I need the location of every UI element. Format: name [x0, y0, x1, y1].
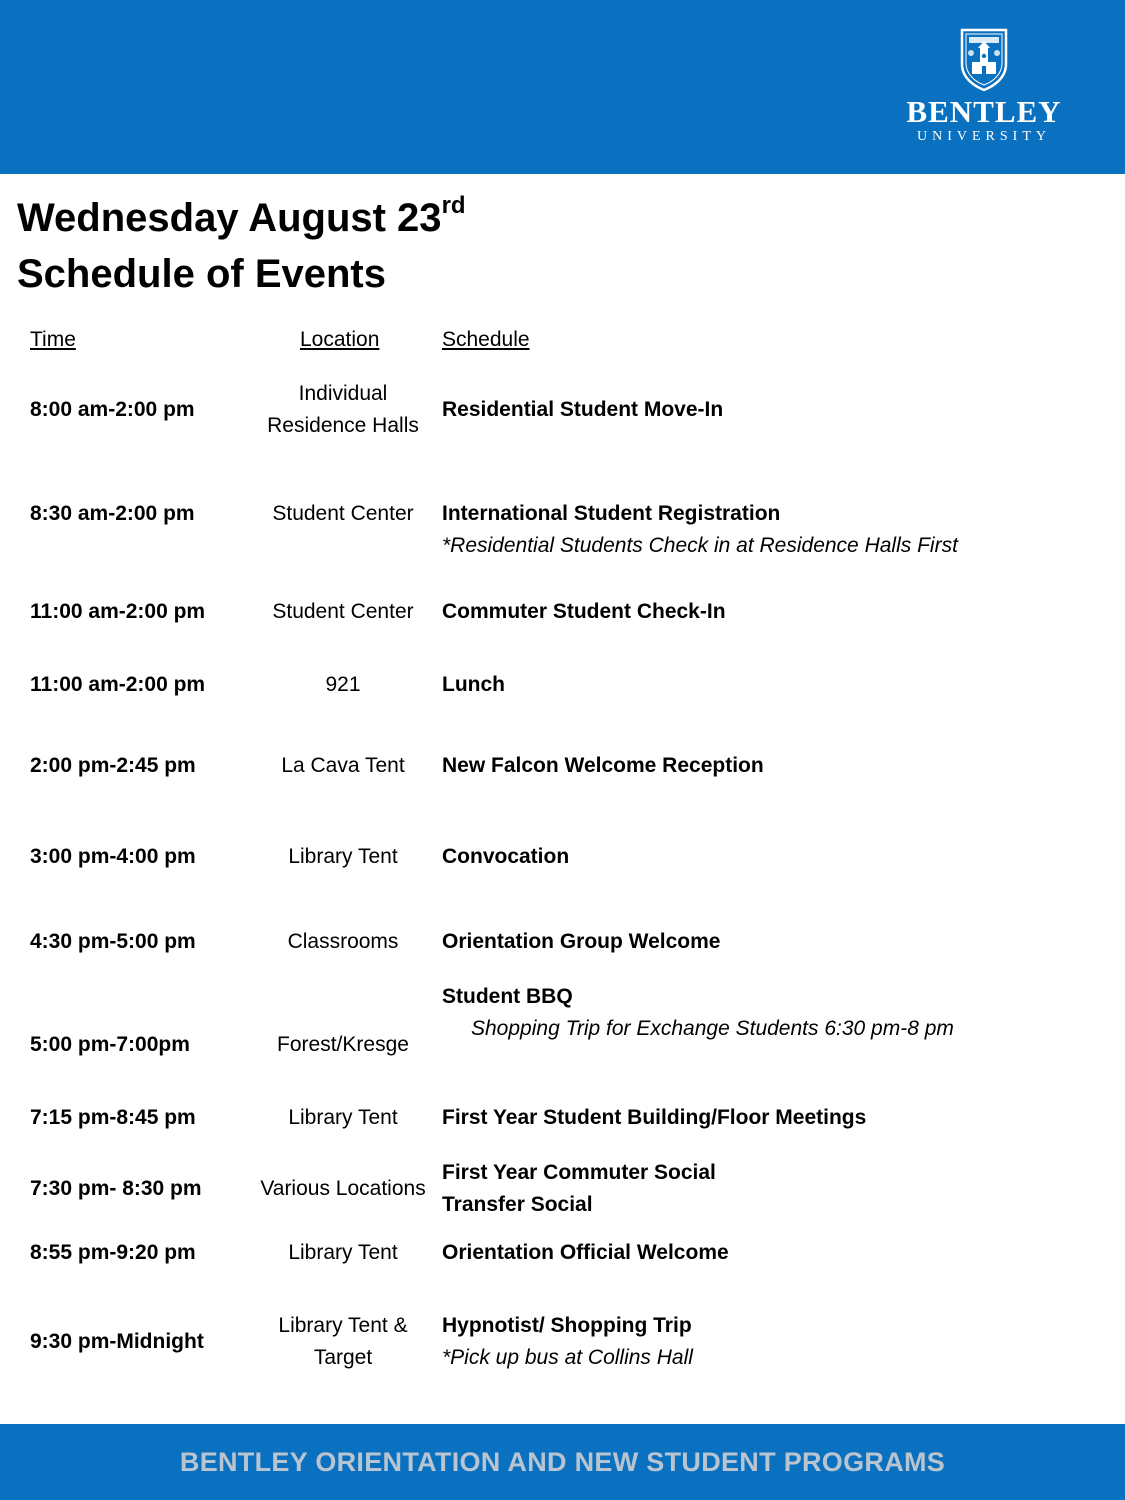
row-time: 9:30 pm-Midnight — [30, 1330, 204, 1353]
footer-band — [0, 1424, 1125, 1500]
row-location: Library Tent — [288, 1241, 398, 1264]
title-date: Wednesday August 23 — [17, 196, 442, 240]
row-schedule — [442, 1236, 1102, 1270]
schedule-row — [0, 1310, 1125, 1374]
schedule-row — [0, 668, 1125, 702]
row-schedule — [442, 580, 1102, 644]
schedule-event: International Student Registration — [442, 502, 781, 525]
schedule-note: *Pick up bus at Collins Hall — [442, 1346, 693, 1369]
row-time: 8:30 am-2:00 pm — [30, 502, 195, 525]
schedule-row — [0, 1236, 1125, 1270]
schedule-row — [0, 1157, 1125, 1221]
university-logo — [899, 26, 1069, 145]
row-schedule — [442, 981, 1102, 1045]
row-time: 8:55 pm-9:20 pm — [30, 1241, 196, 1264]
row-schedule — [442, 1310, 1102, 1374]
title-line-2: Schedule of Events — [17, 252, 386, 296]
schedule-event: Convocation — [442, 845, 570, 868]
row-location: Classrooms — [287, 930, 399, 953]
schedule-note: Shopping Trip for Exchange Students 6:30 pm-8 pm — [471, 1017, 954, 1040]
row-time: 8:00 am-2:00 pm — [30, 398, 195, 421]
schedule-event: Student BBQ — [442, 985, 573, 1008]
schedule-event: First Year Student Building/Floor Meetings — [442, 1106, 867, 1129]
row-location: Library Tent — [288, 1106, 398, 1129]
row-location: Library Tent — [288, 845, 398, 868]
row-schedule — [442, 840, 1102, 874]
column-header-location: Location — [300, 328, 380, 351]
row-location: Various Locations — [260, 1177, 426, 1200]
row-schedule — [442, 1157, 1102, 1221]
row-location: Student Center — [272, 502, 414, 525]
row-time: 7:15 pm-8:45 pm — [30, 1106, 196, 1129]
schedule-event: Transfer Social — [442, 1193, 593, 1216]
schedule-event: Lunch — [442, 673, 505, 696]
schedule-event: Residential Student Move-In — [442, 398, 724, 421]
row-schedule — [442, 749, 1102, 783]
schedule-row — [0, 985, 1125, 1061]
row-location: Student Center — [272, 600, 414, 623]
row-schedule — [442, 378, 1102, 442]
row-location: 921 — [325, 673, 361, 696]
row-schedule — [442, 1101, 1102, 1135]
page-title — [17, 190, 466, 302]
row-time: 7:30 pm- 8:30 pm — [30, 1177, 202, 1200]
header-band — [0, 0, 1125, 174]
row-time: 11:00 am-2:00 pm — [30, 673, 206, 696]
schedule-row — [0, 1101, 1125, 1135]
schedule-row — [0, 925, 1125, 959]
row-location: Forest/Kresge — [277, 1033, 409, 1056]
row-location: Individual Residence Halls — [267, 382, 419, 437]
schedule-event: Hypnotist/ Shopping Trip — [442, 1314, 692, 1337]
row-time: 11:00 am-2:00 pm — [30, 600, 206, 623]
shield-crest-icon — [958, 26, 1010, 92]
schedule-event: New Falcon Welcome Reception — [442, 754, 764, 777]
schedule-row — [0, 749, 1125, 783]
schedule-event: Commuter Student Check-In — [442, 600, 726, 623]
schedule-note: *Residential Students Check in at Residence Halls First — [442, 534, 958, 557]
schedule-event: First Year Commuter Social — [442, 1161, 716, 1184]
schedule-row — [0, 840, 1125, 874]
footer-text: BENTLEY ORIENTATION AND NEW STUDENT PROGRAMS — [179, 1446, 946, 1477]
schedule-event: Orientation Official Welcome — [442, 1241, 729, 1264]
row-time: 3:00 pm-4:00 pm — [30, 845, 196, 868]
brand-sub: UNIVERSITY — [917, 129, 1051, 144]
row-time: 4:30 pm-5:00 pm — [30, 930, 196, 953]
schedule-event: Orientation Group Welcome — [442, 930, 721, 953]
column-header-schedule: Schedule — [442, 328, 530, 351]
column-header-time: Time — [30, 328, 76, 351]
row-time: 5:00 pm-7:00pm — [30, 1033, 190, 1056]
schedule-row — [0, 378, 1125, 442]
row-location: La Cava Tent — [281, 754, 405, 777]
brand-name: BENTLEY — [906, 94, 1062, 129]
title-date-suffix: rd — [441, 191, 466, 219]
row-schedule — [442, 498, 1102, 562]
row-schedule — [442, 668, 1102, 702]
schedule-row — [0, 482, 1125, 557]
row-location: Library Tent & Target — [278, 1314, 408, 1369]
schedule-row — [0, 580, 1125, 644]
row-schedule — [442, 925, 1102, 959]
row-time: 2:00 pm-2:45 pm — [30, 754, 196, 777]
title-line-1 — [17, 190, 466, 246]
